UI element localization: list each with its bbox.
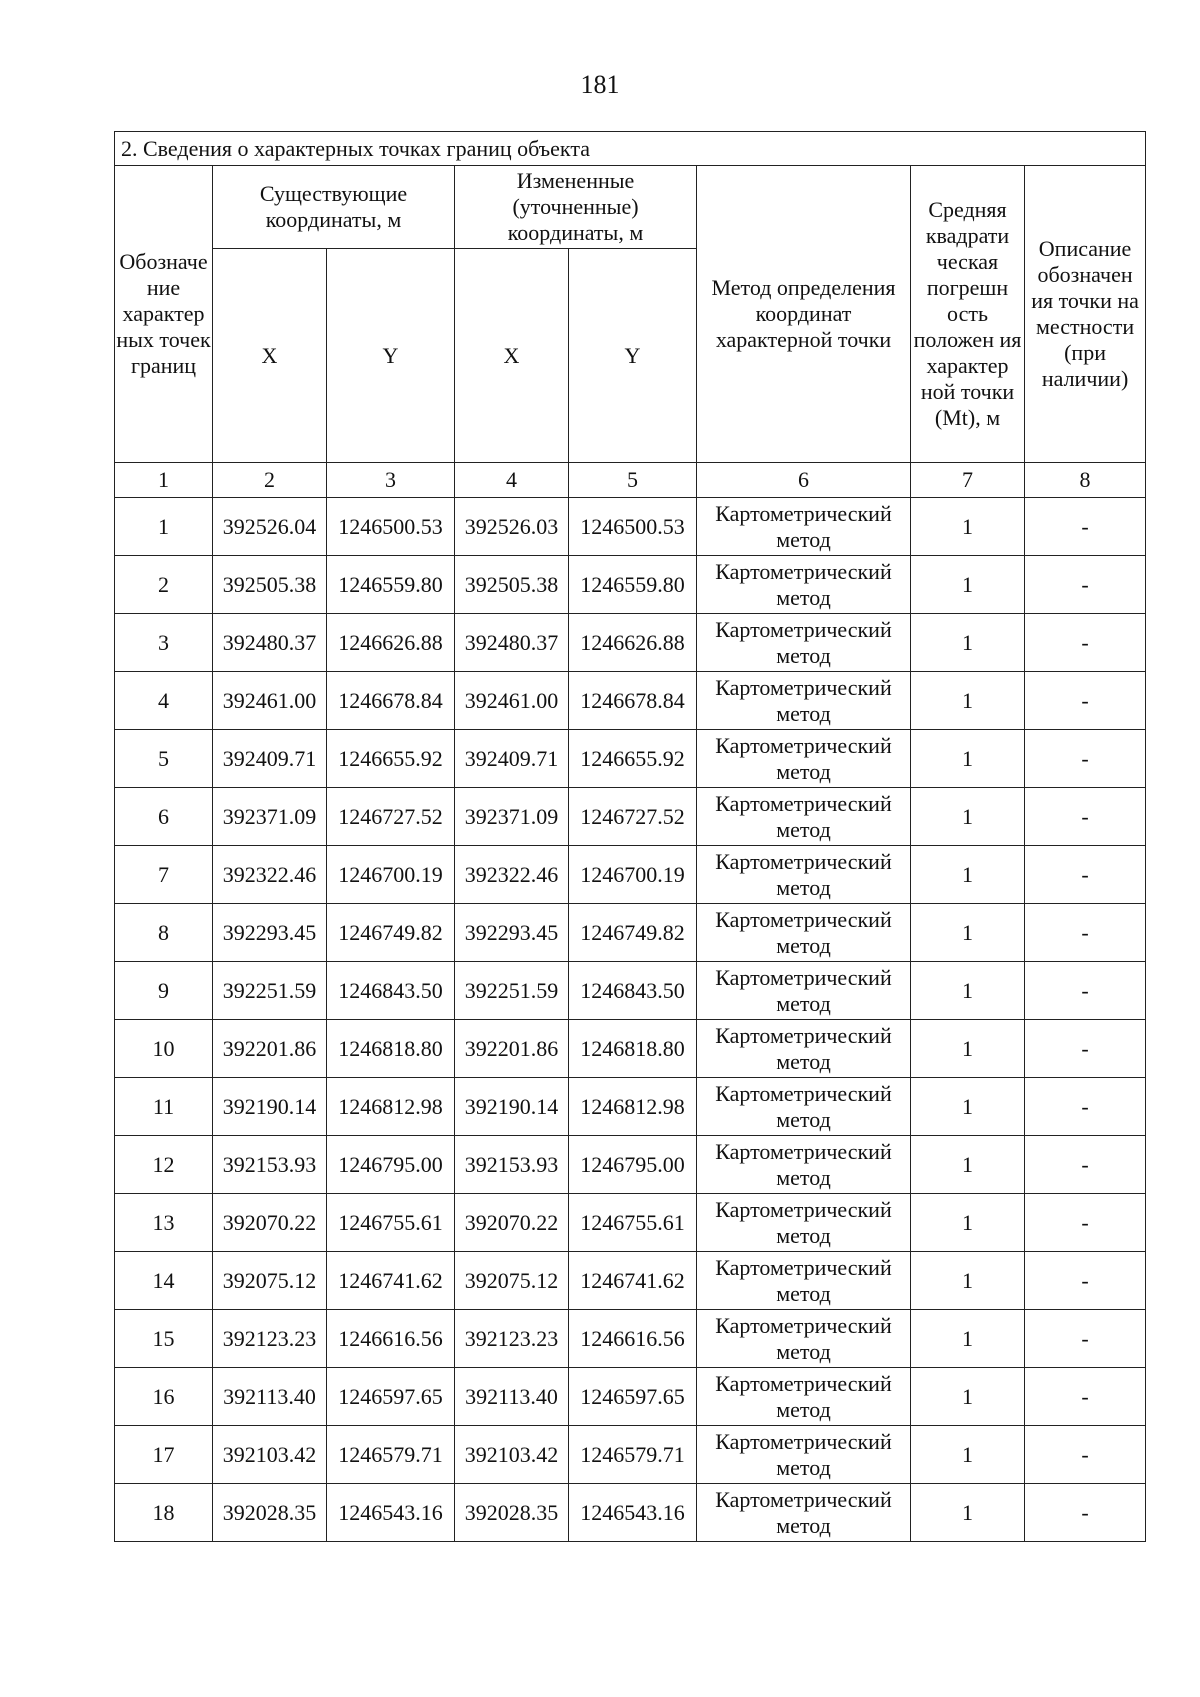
description-cell: -: [1025, 1020, 1146, 1078]
error-cell: 1: [911, 614, 1025, 672]
point-number-cell: 15: [115, 1310, 213, 1368]
header-existing-x: X: [213, 249, 327, 463]
existing-x-cell: 392113.40: [213, 1368, 327, 1426]
existing-x-cell: 392461.00: [213, 672, 327, 730]
header-changed-coords: Измененные (уточненные) координаты, м: [455, 166, 697, 249]
method-cell: Картометрический метод: [697, 904, 911, 962]
header-existing-coords: Существующие координаты, м: [213, 166, 455, 249]
error-cell: 1: [911, 730, 1025, 788]
column-number: 6: [697, 463, 911, 498]
changed-x-cell: 392153.93: [455, 1136, 569, 1194]
column-number: 8: [1025, 463, 1146, 498]
method-cell: Картометрический метод: [697, 1020, 911, 1078]
existing-y-cell: 1246655.92: [327, 730, 455, 788]
error-cell: 1: [911, 846, 1025, 904]
changed-x-cell: 392322.46: [455, 846, 569, 904]
error-cell: 1: [911, 672, 1025, 730]
table-row: [115, 556, 1146, 614]
changed-x-cell: 392103.42: [455, 1426, 569, 1484]
existing-x-cell: 392070.22: [213, 1194, 327, 1252]
existing-y-cell: 1246818.80: [327, 1020, 455, 1078]
existing-x-cell: 392153.93: [213, 1136, 327, 1194]
point-number-cell: 4: [115, 672, 213, 730]
error-cell: 1: [911, 1078, 1025, 1136]
existing-x-cell: 392123.23: [213, 1310, 327, 1368]
description-cell: -: [1025, 1484, 1146, 1542]
description-cell: -: [1025, 614, 1146, 672]
description-cell: -: [1025, 1426, 1146, 1484]
description-cell: -: [1025, 672, 1146, 730]
column-number: 2: [213, 463, 327, 498]
error-cell: 1: [911, 904, 1025, 962]
table-row: [115, 846, 1146, 904]
table-row: [115, 730, 1146, 788]
column-number: 7: [911, 463, 1025, 498]
header-method: Метод определения координат характерной точки: [697, 166, 911, 463]
changed-x-cell: 392505.38: [455, 556, 569, 614]
changed-y-cell: 1246749.82: [569, 904, 697, 962]
existing-y-cell: 1246579.71: [327, 1426, 455, 1484]
existing-x-cell: 392251.59: [213, 962, 327, 1020]
point-number-cell: 6: [115, 788, 213, 846]
error-cell: 1: [911, 498, 1025, 556]
method-cell: Картометрический метод: [697, 1368, 911, 1426]
table-row: [115, 788, 1146, 846]
changed-y-cell: 1246543.16: [569, 1484, 697, 1542]
point-number-cell: 1: [115, 498, 213, 556]
existing-y-cell: 1246543.16: [327, 1484, 455, 1542]
table-row: [115, 1368, 1146, 1426]
header-changed-x: X: [455, 249, 569, 463]
changed-y-cell: 1246597.65: [569, 1368, 697, 1426]
changed-y-cell: 1246616.56: [569, 1310, 697, 1368]
existing-y-cell: 1246741.62: [327, 1252, 455, 1310]
table-row: [115, 1194, 1146, 1252]
method-cell: Картометрический метод: [697, 1310, 911, 1368]
header-description: Описание обозначен ия точки на местности (при наличии): [1025, 166, 1146, 463]
changed-y-cell: 1246727.52: [569, 788, 697, 846]
changed-x-cell: 392028.35: [455, 1484, 569, 1542]
existing-y-cell: 1246795.00: [327, 1136, 455, 1194]
existing-y-cell: 1246812.98: [327, 1078, 455, 1136]
existing-x-cell: 392505.38: [213, 556, 327, 614]
changed-y-cell: 1246655.92: [569, 730, 697, 788]
table-row: [115, 904, 1146, 962]
changed-y-cell: 1246818.80: [569, 1020, 697, 1078]
changed-y-cell: 1246678.84: [569, 672, 697, 730]
error-cell: 1: [911, 1426, 1025, 1484]
description-cell: -: [1025, 1368, 1146, 1426]
point-number-cell: 5: [115, 730, 213, 788]
error-cell: 1: [911, 1368, 1025, 1426]
existing-x-cell: 392322.46: [213, 846, 327, 904]
existing-y-cell: 1246843.50: [327, 962, 455, 1020]
method-cell: Картометрический метод: [697, 556, 911, 614]
error-cell: 1: [911, 1020, 1025, 1078]
error-cell: 1: [911, 556, 1025, 614]
description-cell: -: [1025, 556, 1146, 614]
existing-y-cell: 1246755.61: [327, 1194, 455, 1252]
column-number: 5: [569, 463, 697, 498]
changed-x-cell: 392123.23: [455, 1310, 569, 1368]
column-number: 1: [115, 463, 213, 498]
description-cell: -: [1025, 846, 1146, 904]
changed-x-cell: 392293.45: [455, 904, 569, 962]
existing-x-cell: 392480.37: [213, 614, 327, 672]
point-number-cell: 12: [115, 1136, 213, 1194]
column-number: 4: [455, 463, 569, 498]
page-number: 181: [580, 70, 620, 99]
point-number-cell: 17: [115, 1426, 213, 1484]
table-row: [115, 1020, 1146, 1078]
existing-x-cell: 392103.42: [213, 1426, 327, 1484]
table-row: [115, 1310, 1146, 1368]
table-row: [115, 1078, 1146, 1136]
header-error: Средняя квадрати ческая погрешн ость положен ия характер ной точки (Mt), м: [911, 166, 1025, 463]
column-number-row: [115, 463, 1146, 498]
description-cell: -: [1025, 498, 1146, 556]
existing-x-cell: 392293.45: [213, 904, 327, 962]
changed-y-cell: 1246626.88: [569, 614, 697, 672]
existing-x-cell: 392075.12: [213, 1252, 327, 1310]
error-cell: 1: [911, 1252, 1025, 1310]
point-number-cell: 16: [115, 1368, 213, 1426]
description-cell: -: [1025, 962, 1146, 1020]
point-number-cell: 14: [115, 1252, 213, 1310]
error-cell: 1: [911, 1136, 1025, 1194]
table-row: [115, 1252, 1146, 1310]
method-cell: Картометрический метод: [697, 1136, 911, 1194]
column-number: 3: [327, 463, 455, 498]
description-cell: -: [1025, 1252, 1146, 1310]
existing-x-cell: 392028.35: [213, 1484, 327, 1542]
table-row: [115, 614, 1146, 672]
table-row: [115, 1426, 1146, 1484]
table-row: [115, 1136, 1146, 1194]
existing-x-cell: 392371.09: [213, 788, 327, 846]
existing-y-cell: 1246500.53: [327, 498, 455, 556]
changed-x-cell: 392409.71: [455, 730, 569, 788]
table-row: [115, 1484, 1146, 1542]
existing-y-cell: 1246678.84: [327, 672, 455, 730]
description-cell: -: [1025, 1194, 1146, 1252]
existing-x-cell: 392190.14: [213, 1078, 327, 1136]
method-cell: Картометрический метод: [697, 788, 911, 846]
error-cell: 1: [911, 788, 1025, 846]
existing-y-cell: 1246616.56: [327, 1310, 455, 1368]
header-point-label: Обозначе ние характер ных точек границ: [115, 166, 213, 463]
point-number-cell: 18: [115, 1484, 213, 1542]
existing-y-cell: 1246559.80: [327, 556, 455, 614]
existing-x-cell: 392526.04: [213, 498, 327, 556]
section-title: 2. Сведения о характерных точках границ объекта: [115, 132, 1146, 166]
changed-y-cell: 1246579.71: [569, 1426, 697, 1484]
error-cell: 1: [911, 1484, 1025, 1542]
point-number-cell: 7: [115, 846, 213, 904]
point-number-cell: 2: [115, 556, 213, 614]
method-cell: Картометрический метод: [697, 1252, 911, 1310]
changed-x-cell: 392113.40: [455, 1368, 569, 1426]
point-number-cell: 9: [115, 962, 213, 1020]
table-row: [115, 672, 1146, 730]
method-cell: Картометрический метод: [697, 730, 911, 788]
changed-x-cell: 392190.14: [455, 1078, 569, 1136]
error-cell: 1: [911, 1194, 1025, 1252]
error-cell: 1: [911, 962, 1025, 1020]
changed-y-cell: 1246559.80: [569, 556, 697, 614]
method-cell: Картометрический метод: [697, 672, 911, 730]
header-existing-y: Y: [327, 249, 455, 463]
changed-x-cell: 392201.86: [455, 1020, 569, 1078]
changed-x-cell: 392251.59: [455, 962, 569, 1020]
existing-y-cell: 1246626.88: [327, 614, 455, 672]
description-cell: -: [1025, 1078, 1146, 1136]
point-number-cell: 11: [115, 1078, 213, 1136]
changed-y-cell: 1246755.61: [569, 1194, 697, 1252]
method-cell: Картометрический метод: [697, 962, 911, 1020]
changed-y-cell: 1246812.98: [569, 1078, 697, 1136]
point-number-cell: 3: [115, 614, 213, 672]
boundary-points-table: [114, 131, 1146, 1542]
description-cell: -: [1025, 788, 1146, 846]
table-row: [115, 962, 1146, 1020]
changed-x-cell: 392526.03: [455, 498, 569, 556]
description-cell: -: [1025, 730, 1146, 788]
existing-y-cell: 1246700.19: [327, 846, 455, 904]
changed-x-cell: 392070.22: [455, 1194, 569, 1252]
description-cell: -: [1025, 1136, 1146, 1194]
changed-y-cell: 1246700.19: [569, 846, 697, 904]
existing-y-cell: 1246749.82: [327, 904, 455, 962]
existing-y-cell: 1246727.52: [327, 788, 455, 846]
method-cell: Картометрический метод: [697, 1484, 911, 1542]
changed-x-cell: 392480.37: [455, 614, 569, 672]
method-cell: Картометрический метод: [697, 1194, 911, 1252]
header-changed-y: Y: [569, 249, 697, 463]
changed-y-cell: 1246741.62: [569, 1252, 697, 1310]
point-number-cell: 8: [115, 904, 213, 962]
changed-y-cell: 1246500.53: [569, 498, 697, 556]
table-row: [115, 498, 1146, 556]
point-number-cell: 10: [115, 1020, 213, 1078]
method-cell: Картометрический метод: [697, 1078, 911, 1136]
existing-x-cell: 392201.86: [213, 1020, 327, 1078]
method-cell: Картометрический метод: [697, 846, 911, 904]
description-cell: -: [1025, 904, 1146, 962]
error-cell: 1: [911, 1310, 1025, 1368]
existing-y-cell: 1246597.65: [327, 1368, 455, 1426]
description-cell: -: [1025, 1310, 1146, 1368]
changed-x-cell: 392075.12: [455, 1252, 569, 1310]
changed-y-cell: 1246843.50: [569, 962, 697, 1020]
changed-x-cell: 392461.00: [455, 672, 569, 730]
changed-x-cell: 392371.09: [455, 788, 569, 846]
method-cell: Картометрический метод: [697, 498, 911, 556]
point-number-cell: 13: [115, 1194, 213, 1252]
existing-x-cell: 392409.71: [213, 730, 327, 788]
changed-y-cell: 1246795.00: [569, 1136, 697, 1194]
method-cell: Картометрический метод: [697, 614, 911, 672]
method-cell: Картометрический метод: [697, 1426, 911, 1484]
